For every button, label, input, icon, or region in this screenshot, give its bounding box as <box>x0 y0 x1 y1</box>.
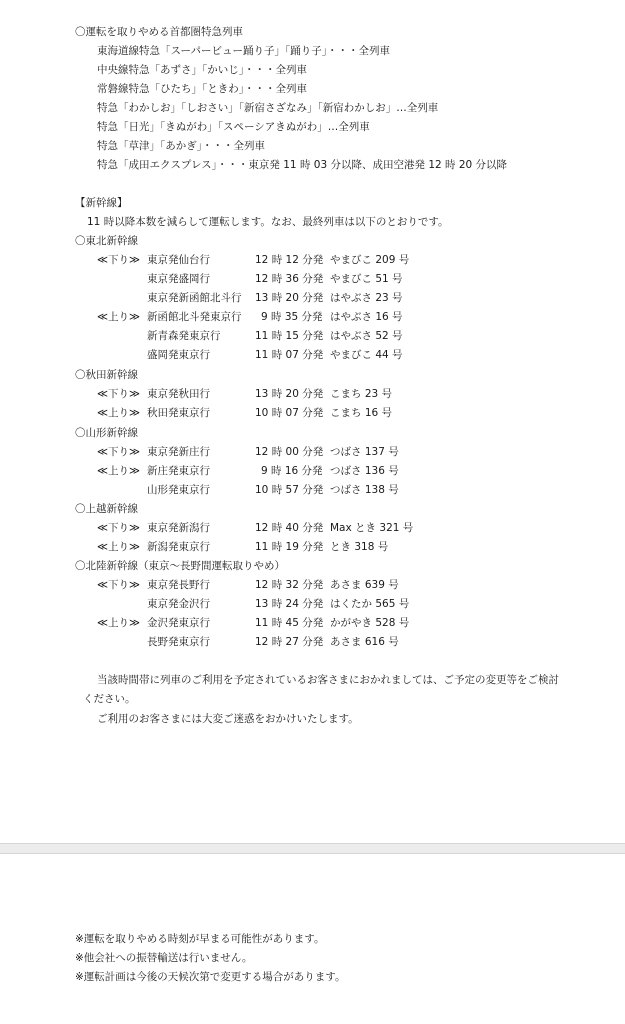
route: 東京発新庄行 <box>147 446 210 458</box>
direction-label: ≪上り≫ <box>97 407 140 419</box>
train-name: とき 318 号 <box>330 541 389 553</box>
departure-time: 12 時 27 分発 <box>255 636 324 648</box>
direction-label: ≪上り≫ <box>97 311 140 323</box>
line-name-tohoku: 〇東北新幹線 <box>75 235 138 247</box>
route: 東京発秋田行 <box>147 388 210 400</box>
train-name: やまびこ 51 号 <box>330 273 403 285</box>
train-name: はやぶさ 23 号 <box>330 292 403 304</box>
shinkansen-heading: 【新幹線】 <box>75 197 128 209</box>
departure-time: 13 時 24 分発 <box>255 598 324 610</box>
route: 新函館北斗発東京行 <box>147 311 242 323</box>
metro-heading: 〇運転を取りやめる首都圏特急列車 <box>75 26 243 38</box>
direction-label: ≪下り≫ <box>97 254 140 266</box>
metro-line: 特急「成田エクスプレス」・・・東京発 11 時 03 分以降、成田空港発 12 時 20 分以降 <box>97 159 508 171</box>
metro-line: 東海道線特急「スーパービュー踊り子」「踊り子」・・・全列車 <box>97 45 390 57</box>
footnote: ※運転計画は今後の天候次第で変更する場合があります。 <box>75 971 346 983</box>
train-name: はくたか 565 号 <box>330 598 410 610</box>
direction-label: ≪下り≫ <box>97 579 140 591</box>
line-name-joetsu: 〇上越新幹線 <box>75 503 138 515</box>
train-name: つばさ 138 号 <box>330 484 399 496</box>
departure-time: 10 時 57 分発 <box>255 484 324 496</box>
departure-time: 11 時 19 分発 <box>255 541 324 553</box>
line-name-yamagata: 〇山形新幹線 <box>75 427 138 439</box>
departure-time: 11 時 07 分発 <box>255 349 324 361</box>
direction-label: ≪上り≫ <box>97 465 140 477</box>
departure-time: 12 時 36 分発 <box>255 273 324 285</box>
metro-line: 特急「草津」「あかぎ」・・・全列車 <box>97 140 265 152</box>
closing-paragraph: 当該時間帯に列車のご利用を予定されているお客さまにおかれましては、ご予定の変更等をご検討ください。 <box>83 674 559 705</box>
route: 新潟発東京行 <box>147 541 210 553</box>
departure-time: 11 時 15 分発 <box>255 330 324 342</box>
line-name-hokuriku: 〇北陸新幹線（東京～長野間運転取りやめ） <box>75 560 285 572</box>
departure-time: 12 時 00 分発 <box>255 446 324 458</box>
departure-time: 9 時 16 分発 <box>261 465 323 477</box>
metro-line: 特急「日光」「きぬがわ」「スペーシアきぬがわ」…全列車 <box>97 121 370 133</box>
train-name: はやぶさ 16 号 <box>330 311 403 323</box>
train-name: こまち 16 号 <box>330 407 393 419</box>
route: 長野発東京行 <box>147 636 210 648</box>
departure-time: 12 時 32 分発 <box>255 579 324 591</box>
direction-label: ≪下り≫ <box>97 446 140 458</box>
departure-time: 12 時 40 分発 <box>255 522 324 534</box>
direction-label: ≪上り≫ <box>97 617 140 629</box>
footnote: ※他会社への振替輸送は行いません。 <box>75 952 253 964</box>
route: 東京発盛岡行 <box>147 273 210 285</box>
departure-time: 9 時 35 分発 <box>261 311 323 323</box>
metro-line: 常磐線特急「ひたち」「ときわ」・・・全列車 <box>97 83 307 95</box>
route: 東京発長野行 <box>147 579 210 591</box>
closing-apology: ご利用のお客さまには大変ご迷惑をおかけいたします。 <box>97 713 359 725</box>
train-name: つばさ 137 号 <box>330 446 399 458</box>
route: 東京発仙台行 <box>147 254 210 266</box>
route: 東京発新函館北斗行 <box>147 292 242 304</box>
route: 秋田発東京行 <box>147 407 210 419</box>
departure-time: 12 時 12 分発 <box>255 254 324 266</box>
metro-line: 中央線特急「あずさ」「かいじ」・・・全列車 <box>97 64 307 76</box>
departure-time: 13 時 20 分発 <box>255 388 324 400</box>
footnote: ※運転を取りやめる時刻が早まる可能性があります。 <box>75 933 325 945</box>
route: 東京発新潟行 <box>147 522 210 534</box>
train-name: あさま 616 号 <box>330 636 399 648</box>
route: 盛岡発東京行 <box>147 349 210 361</box>
train-name: つばさ 136 号 <box>330 465 399 477</box>
direction-label: ≪下り≫ <box>97 522 140 534</box>
train-name: かがやき 528 号 <box>330 617 410 629</box>
direction-label: ≪上り≫ <box>97 541 140 553</box>
route: 東京発金沢行 <box>147 598 210 610</box>
train-name: こまち 23 号 <box>330 388 393 400</box>
closing-block <box>83 671 563 729</box>
train-name: はやぶさ 52 号 <box>330 330 403 342</box>
metro-line: 特急「わかしお」「しおさい」「新宿さざなみ」「新宿わかしお」…全列車 <box>97 102 439 114</box>
train-name: やまびこ 209 号 <box>330 254 410 266</box>
train-name: あさま 639 号 <box>330 579 399 591</box>
train-name: Max とき 321 号 <box>330 522 414 534</box>
route: 新青森発東京行 <box>147 330 221 342</box>
route: 山形発東京行 <box>147 484 210 496</box>
line-name-akita: 〇秋田新幹線 <box>75 369 138 381</box>
departure-time: 13 時 20 分発 <box>255 292 324 304</box>
direction-label: ≪下り≫ <box>97 388 140 400</box>
departure-time: 10 時 07 分発 <box>255 407 324 419</box>
departure-time: 11 時 45 分発 <box>255 617 324 629</box>
route: 新庄発東京行 <box>147 465 210 477</box>
page-break-divider <box>0 843 625 854</box>
route: 金沢発東京行 <box>147 617 210 629</box>
train-name: やまびこ 44 号 <box>330 349 403 361</box>
shinkansen-intro: 11 時以降本数を減らして運転します。なお、最終列車は以下のとおりです。 <box>87 216 449 228</box>
